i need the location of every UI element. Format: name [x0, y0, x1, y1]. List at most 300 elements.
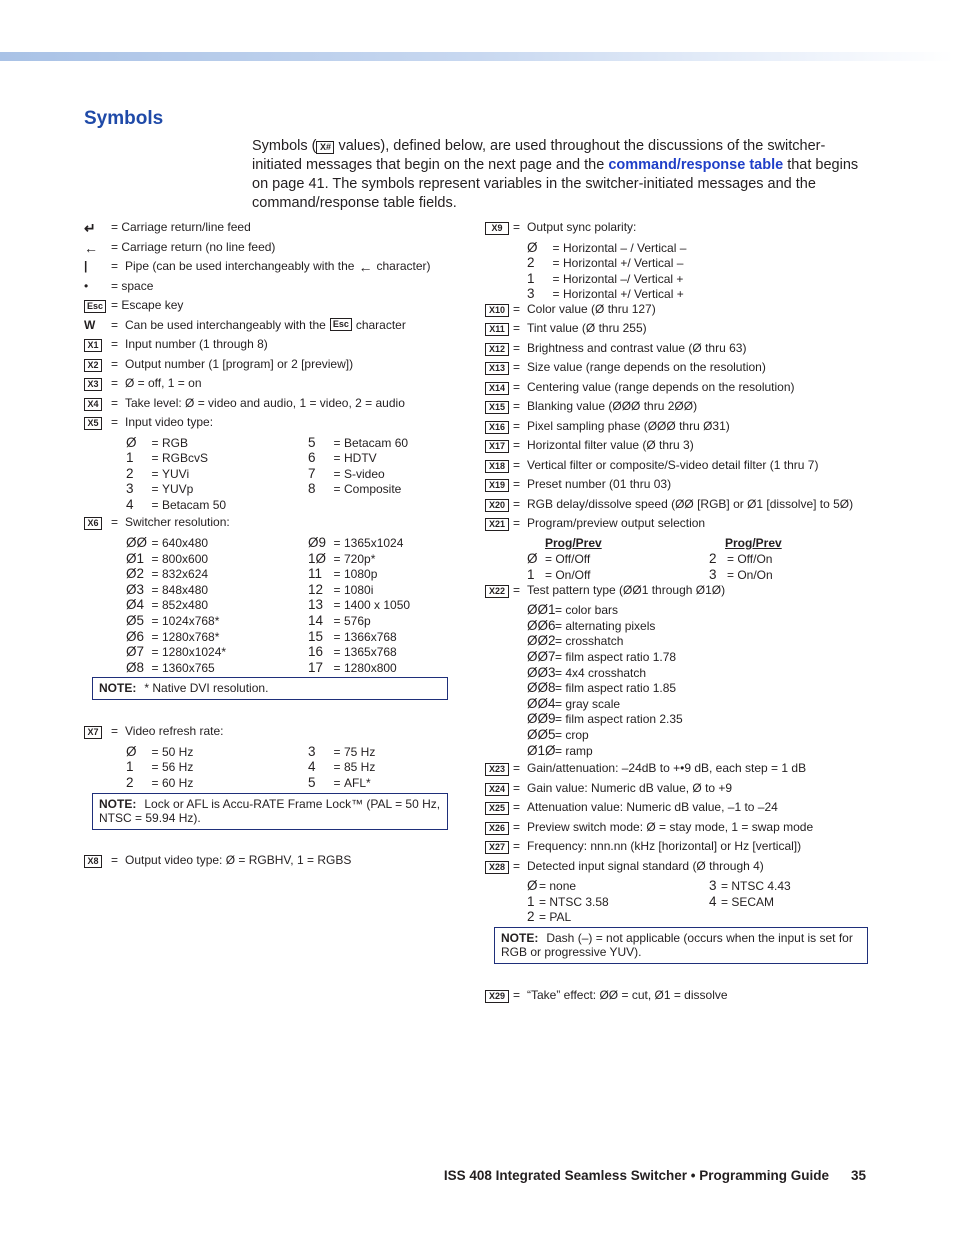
- value-label: 720p*: [344, 551, 376, 566]
- x22-desc: Test pattern type (ØØ1 through Ø1Ø): [527, 582, 726, 597]
- value-code: Ø9: [308, 534, 327, 550]
- note-dash: [494, 927, 868, 964]
- value-code: 14: [308, 612, 324, 628]
- equals-sign: =: [151, 613, 159, 628]
- x16-symbol: X16: [485, 421, 509, 434]
- value-code: 2: [527, 909, 535, 925]
- x12-symbol: X12: [485, 343, 509, 356]
- note-label: NOTE:: [501, 930, 539, 945]
- x26-symbol: X26: [485, 822, 509, 835]
- value-label: = On/Off: [545, 568, 591, 583]
- w-desc: Can be used interchangeably with the: [125, 317, 326, 332]
- x26-desc: Preview switch mode: Ø = stay mode, 1 = swap mode: [527, 819, 814, 834]
- value-label: 1080p: [344, 567, 378, 582]
- value-label: 1080i: [344, 582, 374, 597]
- carriage-return-icon: ←: [358, 259, 373, 275]
- value-item: [308, 744, 458, 760]
- equals-sign: =: [333, 466, 341, 481]
- value-label: Horizontal +/ Vertical +: [563, 287, 684, 302]
- carriage-return-icon: ←: [84, 239, 98, 256]
- equals-sign: =: [151, 598, 159, 613]
- page-footer: [444, 1168, 866, 1183]
- x21-values-list: [527, 551, 873, 582]
- section-heading: Symbols: [84, 108, 164, 129]
- value-label: Horizontal –/ Vertical +: [563, 271, 684, 286]
- value-code: Ø: [126, 743, 137, 759]
- value-item: [308, 644, 458, 660]
- value-item: [126, 466, 308, 482]
- value-code: 1: [527, 893, 535, 909]
- value-code: ØØ3: [527, 664, 556, 680]
- esc-key-icon: Esc: [84, 300, 106, 313]
- esc-desc: = Escape key: [111, 298, 184, 312]
- value-label: = gray scale: [555, 696, 621, 711]
- x15-symbol: X15: [485, 401, 509, 414]
- value-code: Ø: [527, 878, 538, 894]
- equals-sign: =: [151, 776, 159, 790]
- value-code: Ø: [527, 239, 538, 255]
- value-code: 4: [308, 759, 316, 775]
- x1-desc: Input number (1 through 8): [125, 337, 268, 351]
- value-code: 12: [308, 581, 324, 597]
- prog-prev-header: Prog/Prev: [545, 535, 602, 550]
- equals-sign: =: [333, 551, 341, 566]
- x14-desc: Centering value (range depends on the resolution): [527, 379, 795, 394]
- value-item: [527, 286, 697, 302]
- value-code: Ø8: [126, 659, 145, 675]
- value-label: 576p: [344, 613, 371, 628]
- x19-symbol: X19: [485, 479, 509, 492]
- value-code: 4: [126, 496, 134, 512]
- x29-desc: “Take” effect: ØØ = cut, Ø1 = dissolve: [527, 987, 728, 1002]
- note-afl-text: Lock or AFL is Accu-RATE Frame Lock™ (PAL = 50 Hz, NTSC = 59.94 Hz).: [99, 796, 441, 825]
- x1-symbol: X1: [84, 339, 102, 352]
- note-label: NOTE:: [99, 681, 137, 696]
- value-item: [126, 629, 308, 645]
- value-code: 1: [527, 567, 535, 583]
- x7-desc: Video refresh rate:: [125, 724, 224, 739]
- value-label: = SECAM: [721, 894, 775, 909]
- value-item: [126, 660, 308, 676]
- value-label: 852x480: [162, 598, 209, 613]
- x13-symbol: X13: [485, 362, 509, 375]
- value-label: 1400 x 1050: [344, 598, 411, 613]
- equals-sign: =: [151, 760, 159, 775]
- x23-desc: Gain/attenuation: –24dB to +•9 dB, each step = 1 dB: [527, 761, 807, 776]
- equals-sign: =: [333, 776, 341, 790]
- x10-symbol: X10: [485, 304, 509, 317]
- value-label: Composite: [344, 482, 402, 497]
- value-code: Ø6: [126, 628, 145, 644]
- value-code: ØØ2: [527, 633, 556, 649]
- footer-title: ISS 408 Integrated Seamless Switcher • Programming Guide: [443, 1168, 829, 1183]
- value-label: = color bars: [555, 603, 619, 618]
- value-code: 3: [527, 286, 535, 302]
- equals-sign: =: [333, 613, 341, 628]
- equals-sign: =: [552, 271, 560, 286]
- value-label: 1280x800: [344, 660, 397, 675]
- value-code: 3: [709, 878, 717, 894]
- value-item: [527, 633, 709, 649]
- equals-sign: =: [333, 535, 341, 550]
- x3-symbol: X3: [84, 378, 102, 391]
- x21-header-row: [545, 536, 873, 552]
- value-label: = NTSC 4.43: [721, 879, 791, 894]
- x12-desc: Brightness and contrast value (Ø thru 63): [527, 340, 747, 355]
- x9-symbol: X9: [485, 222, 509, 235]
- symbols-left-column: ↵ = Carriage return/line feed ← = Carriage return (no line feed) | = Pipe (can be used interchangeably with the ← character) • = space Esc = Escape key W = Can be used interchangeably with the Esc character X1 = Input number (1 through 8) X2 = Output number (1 [program] or 2 [preview]) X3 = Ø = off, 1 = on X4 = Take level: Ø = video and audio, 1 = video, 2 = audio X5 = Input video type: Ø = RGB 5 = Betacam 60 1 = RGBcvS 6 = HDTV 2 = YUVi 7 = S-video 3 = YUVp 8 = Composite 4 = Betacam 50 X6 = Switcher resolution: ØØ = 640x480 Ø9 = 1365x1024 Ø1 = 800x600 1Ø = 720p* Ø2 = 832x624 11 = 1080p Ø3 = 848x480 12 = 1080i Ø4 = 852x480 13 = 1400 x 1050 Ø5 = 1024x768* 14 = 576p Ø6 = 1280x768* 15 = 1366x768 Ø7 = 1280x1024* 16 = 1365x768 Ø8 = 1360x765 17 = 1280x800 NOTE: * Native DVI resolution. X7 = Video refresh rate: Ø = 50 Hz 3 = 75 Hz 1 = 56 Hz 4 = 85 Hz 2 = 60 Hz 5 = AFL* NOTE: Lock or AFL is Accu-RATE Frame Lock™ (PAL = 50 Hz, NTSC = 59.94 Hz). X8 = Output video type: Ø = RGBHV, 1 = RGBS: [84, 220, 468, 872]
- value-code: 5: [308, 775, 316, 790]
- value-item: [308, 582, 458, 598]
- equals-sign: =: [552, 287, 560, 302]
- value-label: = On/On: [727, 568, 773, 583]
- value-item: [527, 649, 697, 665]
- intro-text-1: Symbols (: [252, 138, 317, 154]
- value-item: [308, 613, 458, 629]
- value-code: Ø5: [126, 612, 145, 628]
- value-label: 60 Hz: [162, 776, 194, 790]
- x18-symbol: X18: [485, 460, 509, 473]
- x6-values-list: [126, 535, 468, 675]
- value-label: 1365x1024: [344, 535, 404, 550]
- value-code: 6: [308, 450, 316, 466]
- value-item: [527, 602, 709, 618]
- value-code: 3: [709, 567, 717, 583]
- value-item: [308, 597, 458, 613]
- value-item: [308, 551, 458, 567]
- value-code: ØØ8: [527, 680, 556, 696]
- equals-sign: =: [333, 744, 341, 759]
- value-code: ØØ: [126, 534, 148, 550]
- value-label: RGB: [162, 435, 189, 450]
- equals-sign: =: [333, 451, 341, 466]
- x7-symbol: X7: [84, 726, 102, 739]
- value-label: 800x600: [162, 551, 209, 566]
- equals-sign: =: [151, 482, 159, 497]
- value-label: = NTSC 3.58: [539, 894, 609, 909]
- x29-symbol: X29: [485, 990, 509, 1003]
- value-code: ØØ6: [527, 617, 556, 633]
- x15-desc: Blanking value (ØØØ thru 2ØØ): [527, 399, 698, 414]
- value-item: [308, 759, 458, 775]
- intro-text-2: values), defined below, are used throughout the discussions of the switcher-initiated messages that begin on the next page and the: [252, 138, 826, 173]
- symbols-right-column: X9 = Output sync polarity: Ø = Horizontal – / Vertical – 2 = Horizontal +/ Vertical – 1 = Horizontal –/ Vertical + 3 = Horizontal +/ Vertical + X10 = Color value (Ø thru 127) X11 = Tint value (Ø thru 255) X12 = Brightness and contrast value (Ø thru 63) X13 = Size value (range depends on the resolution) X14 = Centering value (range depends on the resolution) X15 = Blanking value (ØØØ thru 2ØØ) X16 = Pixel sampling phase (ØØØ thru Ø31) X17 = Horizontal filter value (Ø thru 3) X18 = Vertical filter or composite/S-video detail filter (1 thru 7) X19 = Preset number (01 thru 03) X20 = RGB delay/dissolve speed (ØØ [RGB] or Ø1 [dissolve] to 5Ø) X21 = Program/preview output selection Prog/Prev Prog/Prev Ø = Off/Off 2 = Off/On 1 = On/Off 3 = On/On X22 = Test pattern type (ØØ1 through Ø1Ø) ØØ1 = color bars ØØ6 = alternating pixels ØØ2 = crosshatch ØØ7 = film aspect ratio 1.78 ØØ3 = 4x4 crosshatch ØØ8 = film aspect ratio 1.85 ØØ4 = gray scale ØØ9 = film aspect ration 2.35 ØØ5 = crop Ø1Ø = ramp X23 = Gain/attenuation: –24dB to +•9 dB, each step = 1 dB X24 = Gain value: Numeric dB value, Ø to +9 X25 = Attenuation value: Numeric dB value, –1 to –24 X26 = Preview switch mode: Ø = stay mode, 1 = swap mode X27 = Frequency: nnn.nn (kHz [horizontal] or Hz [vertical]) X28 = Detected input signal standard (Ø through 4) Ø = none 3 = NTSC 4.43 1 = NTSC 3.58 4 = SECAM 2 = PAL NOTE: Dash (–) = not applicable (occurs when the input is set for RGB or progressive YUV). X29 = “Take” effect: ØØ = cut, Ø1 = dissolve: [485, 220, 873, 1007]
- value-label: = Off/Off: [545, 552, 591, 567]
- value-item: [126, 597, 308, 613]
- pipe-icon: |: [84, 259, 88, 273]
- value-label: 50 Hz: [162, 744, 194, 759]
- value-item: [126, 535, 308, 551]
- intro-text-3: that begins on page 41. The symbols represent variables in the switcher-initiated messages and the command/response table fields.: [252, 157, 859, 211]
- equals-sign: =: [151, 466, 159, 481]
- x25-symbol: X25: [485, 802, 509, 815]
- value-item: [308, 481, 458, 497]
- value-item: [126, 759, 308, 775]
- value-item: [527, 743, 697, 759]
- value-item: [126, 644, 308, 660]
- value-code: Ø1: [126, 550, 145, 566]
- value-item: [709, 551, 859, 567]
- x13-desc: Size value (range depends on the resolution): [527, 360, 766, 375]
- value-code: 16: [308, 644, 324, 660]
- value-label: = 4x4 crosshatch: [555, 665, 647, 680]
- value-code: ØØ5: [527, 726, 556, 742]
- value-label: 832x624: [162, 567, 209, 582]
- value-code: 15: [308, 628, 324, 644]
- esc-key-icon: Esc: [330, 318, 352, 331]
- carriage-return-line-feed-icon: ↵: [84, 220, 96, 236]
- note-dvi-text: * Native DVI resolution.: [144, 681, 269, 696]
- value-item: [126, 582, 308, 598]
- equals-sign: =: [333, 598, 341, 613]
- value-label: = film aspect ratio 1.78: [555, 649, 677, 664]
- value-label: = none: [539, 879, 577, 894]
- value-item: [126, 613, 308, 629]
- value-item: [126, 435, 308, 451]
- value-item: [527, 680, 697, 696]
- x21-desc: Program/preview output selection: [527, 516, 706, 531]
- command-response-table-link[interactable]: command/response table: [608, 157, 784, 173]
- value-label: Betacam 60: [344, 435, 409, 450]
- value-code: Ø3: [126, 581, 145, 597]
- equals-sign: =: [333, 482, 341, 497]
- pipe-desc-end: character): [376, 259, 431, 273]
- equals-sign: =: [333, 760, 341, 775]
- value-label: 75 Hz: [344, 744, 376, 759]
- x5-symbol: X5: [84, 417, 102, 430]
- value-item: [527, 909, 709, 925]
- value-code: 13: [308, 597, 324, 613]
- x17-symbol: X17: [485, 440, 509, 453]
- value-label: 1360x765: [162, 660, 215, 675]
- x3-desc: Ø = off, 1 = on: [125, 376, 202, 390]
- value-item: [308, 566, 458, 582]
- value-item: [308, 535, 458, 551]
- cr-lf-desc: = Carriage return/line feed: [111, 220, 251, 234]
- value-code: 1Ø: [308, 550, 327, 566]
- value-label: 1365x768: [344, 645, 397, 660]
- value-item: [527, 727, 709, 743]
- note-afl: [92, 793, 448, 830]
- value-item: [126, 497, 308, 513]
- value-code: ØØ1: [527, 602, 556, 618]
- equals-sign: =: [151, 744, 159, 759]
- equals-sign: =: [151, 645, 159, 660]
- page-number: 35: [850, 1168, 866, 1183]
- x22-symbol: X22: [485, 585, 509, 598]
- cr-desc: = Carriage return (no line feed): [111, 239, 276, 254]
- value-label: RGBcvS: [162, 451, 209, 466]
- value-label: Horizontal – / Vertical –: [563, 240, 687, 255]
- intro-paragraph: [252, 137, 867, 213]
- equals-sign: =: [151, 660, 159, 675]
- value-item: [527, 711, 697, 727]
- value-label: = film aspect ratio 1.85: [555, 681, 677, 696]
- x20-desc: RGB delay/dissolve speed (ØØ [RGB] or Ø1 [dissolve] to 5Ø): [527, 496, 854, 511]
- value-code: 4: [709, 893, 717, 909]
- value-label: = Off/On: [727, 552, 773, 567]
- x20-symbol: X20: [485, 499, 509, 512]
- x23-symbol: X23: [485, 763, 509, 776]
- equals-sign: =: [151, 435, 159, 450]
- value-label: = PAL: [539, 910, 572, 925]
- value-code: 2: [126, 775, 134, 790]
- header-accent-bar: [0, 52, 954, 61]
- equals-sign: =: [151, 497, 159, 512]
- x27-desc: Frequency: nnn.nn (kHz [horizontal] or Hz [vertical]): [527, 839, 802, 854]
- value-item: [527, 696, 709, 712]
- value-item: [527, 551, 709, 567]
- value-code: ØØ9: [527, 711, 556, 727]
- bullet-icon: •: [84, 278, 89, 293]
- value-code: 2: [527, 255, 535, 271]
- equals-sign: =: [151, 629, 159, 644]
- value-item: [709, 567, 859, 583]
- equals-sign: =: [333, 582, 341, 597]
- x4-symbol: X4: [84, 398, 102, 411]
- value-code: 7: [308, 465, 316, 481]
- value-item: [308, 660, 458, 676]
- x9-desc: Output sync polarity:: [527, 220, 637, 234]
- x19-desc: Preset number (01 thru 03): [527, 477, 672, 492]
- equals-sign: =: [552, 240, 560, 255]
- x24-symbol: X24: [485, 783, 509, 796]
- value-item: [527, 240, 709, 256]
- value-code: Ø: [527, 551, 538, 567]
- value-code: Ø1Ø: [527, 742, 556, 758]
- value-label: = alternating pixels: [555, 618, 656, 633]
- equals-sign: =: [151, 451, 159, 466]
- equals-sign: =: [552, 256, 560, 271]
- x9-values-list: [527, 240, 873, 302]
- value-code: 17: [308, 659, 324, 675]
- value-code: Ø4: [126, 597, 145, 613]
- w-symbol: W: [84, 317, 96, 332]
- value-label: 85 Hz: [344, 760, 376, 775]
- x11-desc: Tint value (Ø thru 255): [527, 321, 647, 336]
- x22-values-list: [527, 602, 873, 758]
- value-item: [126, 450, 308, 466]
- equals-sign: =: [333, 660, 341, 675]
- x27-symbol: X27: [485, 841, 509, 854]
- x5-desc: Input video type:: [125, 415, 214, 429]
- value-item: [308, 450, 458, 466]
- value-item: [308, 466, 458, 482]
- value-item: [308, 775, 458, 791]
- value-label: = ramp: [555, 743, 593, 758]
- value-code: 11: [308, 566, 323, 582]
- value-code: 3: [308, 743, 316, 759]
- value-item: [709, 878, 859, 894]
- x14-symbol: X14: [485, 382, 509, 395]
- value-code: Ø7: [126, 644, 145, 660]
- value-label: AFL*: [344, 776, 371, 790]
- value-item: [527, 878, 709, 894]
- x16-desc: Pixel sampling phase (ØØØ thru Ø31): [527, 418, 730, 433]
- value-code: 1: [126, 759, 134, 775]
- note-label: NOTE:: [99, 796, 137, 811]
- value-label: HDTV: [344, 451, 377, 466]
- value-label: 56 Hz: [162, 760, 194, 775]
- value-label: = crop: [555, 727, 589, 742]
- x7-values-list: [126, 744, 468, 791]
- value-code: ØØ7: [527, 648, 556, 664]
- value-code: ØØ4: [527, 695, 556, 711]
- x28-symbol: X28: [485, 861, 509, 874]
- x-placeholder-box: X#: [316, 141, 334, 154]
- value-code: 3: [126, 481, 134, 497]
- x2-symbol: X2: [84, 359, 102, 372]
- w-desc-end: character: [355, 317, 406, 332]
- value-item: [527, 271, 709, 287]
- equals-sign: =: [333, 645, 341, 660]
- value-code: 2: [709, 551, 717, 567]
- note-dash-text: Dash (–) = not applicable (occurs when the input is set for RGB or progressive YUV).: [501, 930, 853, 959]
- value-item: [126, 744, 308, 760]
- value-label: 1280x1024*: [162, 645, 227, 660]
- value-label: YUVp: [162, 482, 194, 497]
- x17-desc: Horizontal filter value (Ø thru 3): [527, 438, 694, 453]
- x4-desc: Take level: Ø = video and audio, 1 = video, 2 = audio: [125, 395, 405, 410]
- x10-desc: Color value (Ø thru 127): [527, 301, 656, 316]
- x21-symbol: X21: [485, 518, 509, 531]
- value-item: [126, 481, 308, 497]
- value-label: 1366x768: [344, 629, 397, 644]
- equals-sign: =: [333, 435, 341, 450]
- value-item: [527, 894, 709, 910]
- x25-desc: Attenuation value: Numeric dB value, –1 to –24: [527, 800, 778, 815]
- x6-desc: Switcher resolution:: [125, 515, 230, 530]
- x5-values-list: [126, 435, 468, 513]
- pipe-desc: Pipe (can be used interchangeably with the: [125, 259, 355, 273]
- x11-symbol: X11: [485, 323, 509, 336]
- value-code: 8: [308, 481, 316, 497]
- value-item: [527, 618, 697, 634]
- equals-sign: =: [151, 535, 159, 550]
- value-label: = crosshatch: [555, 634, 624, 649]
- value-code: Ø: [126, 434, 137, 450]
- value-item: [126, 551, 308, 567]
- value-label: Horizontal +/ Vertical –: [563, 256, 684, 271]
- x6-symbol: X6: [84, 517, 102, 530]
- value-code: 2: [126, 465, 134, 481]
- value-item: [527, 665, 709, 681]
- value-label: 1280x768*: [162, 629, 220, 644]
- value-label: YUVi: [162, 466, 190, 481]
- prog-prev-header: Prog/Prev: [725, 535, 782, 550]
- value-code: 1: [527, 270, 535, 286]
- equals-sign: =: [333, 567, 341, 582]
- value-item: [126, 566, 308, 582]
- note-dvi: [92, 677, 448, 700]
- equals-sign: =: [151, 582, 159, 597]
- value-code: Ø2: [126, 566, 145, 582]
- x18-desc: Vertical filter or composite/S-video detail filter (1 thru 7): [527, 457, 819, 472]
- equals-sign: =: [151, 551, 159, 566]
- value-label: 1024x768*: [162, 613, 220, 628]
- value-item: [308, 629, 458, 645]
- value-item: [527, 255, 697, 271]
- value-item: [709, 894, 859, 910]
- equals-sign: =: [333, 629, 341, 644]
- value-label: = film aspect ration 2.35: [555, 712, 683, 727]
- value-code: 1: [126, 450, 134, 466]
- x28-desc: Detected input signal standard (Ø through 4): [527, 858, 764, 873]
- x28-values-list: [527, 878, 873, 925]
- value-label: S-video: [344, 466, 385, 481]
- value-item: [308, 435, 458, 451]
- value-label: Betacam 50: [162, 497, 227, 512]
